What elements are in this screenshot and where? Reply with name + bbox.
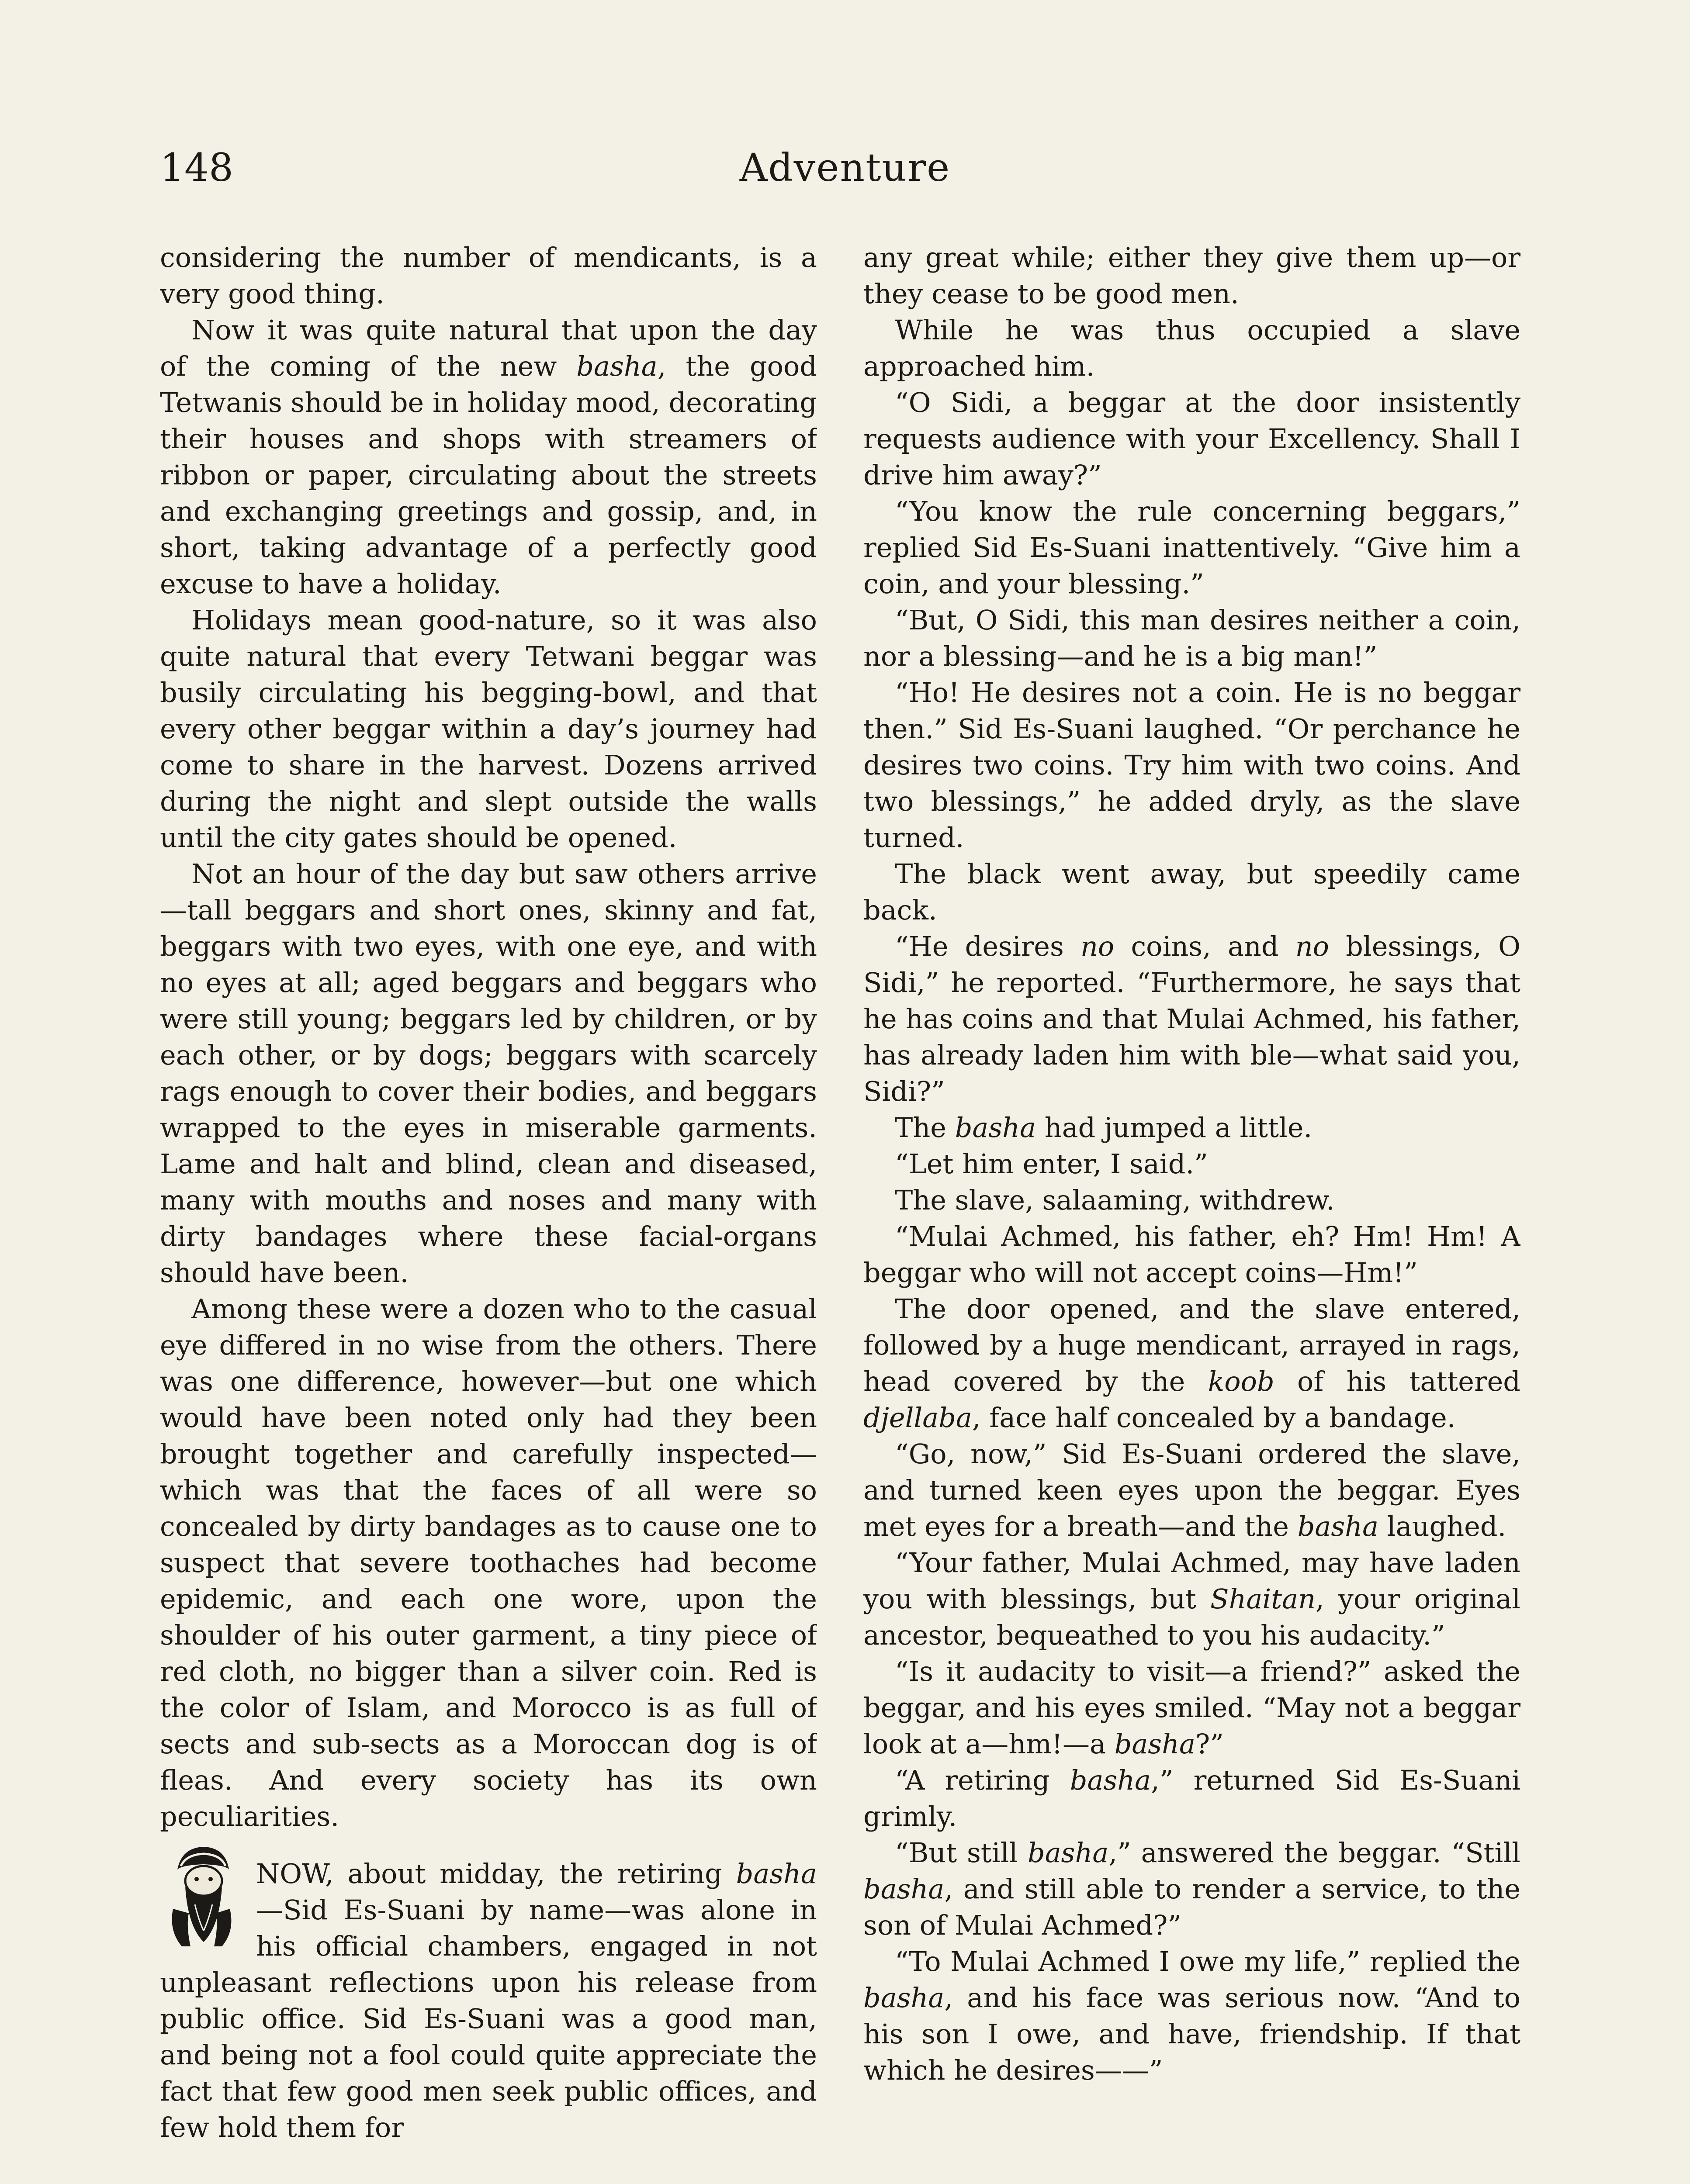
- paragraph: “Your father, Mulai Achmed, may have laden you with blessings, but Shaitan, your original ancestor, bequeathed to you his audacity.”: [863, 1547, 1520, 1651]
- paragraph: The basha had jumped a little.: [895, 1112, 1313, 1144]
- paragraph: “But, O Sidi, this man desires neither a coin, nor a blessing—and he is a big man!”: [863, 604, 1520, 672]
- left-column: [160, 239, 817, 2184]
- paragraph: Now it was quite natural that upon the day of the coming of the new basha, the good Tetwanis should be in holiday mood, decorating their houses and shops with streamers of ribbon or paper, circulating about the streets and exchanging greetings and gossip, and, in short, taking advantage of a perfectly good excuse to have a holiday.: [160, 314, 817, 600]
- paragraph: “O Sidi, a beggar at the door insistently requests audience with your Excellency. Shall I drive him away?”: [863, 387, 1520, 491]
- bearded-man-with-turban-icon: [160, 1839, 243, 1948]
- paragraph: “But still basha,” answered the beggar. “Still basha, and still able to render a service, to the son of Mulai Achmed?”: [863, 1837, 1520, 1941]
- page-number: 148: [160, 145, 233, 190]
- paragraph: “You know the rule concerning beggars,” replied Sid Es-Suani inattentively. “Give him a coin, and your blessing.”: [863, 495, 1520, 600]
- paragraph: “He desires no coins, and no blessings, O Sidi,” he reported. “Furthermore, he says that he has coins and that Mulai Achmed, his father, has already laden him with ble—what said you, Sidi?”: [863, 930, 1520, 1107]
- paragraph: The door opened, and the slave entered, followed by a huge mendicant, arrayed in rags, head covered by the koob of his tattered djellaba, face half concealed by a bandage.: [863, 1293, 1520, 1434]
- paragraph: “Mulai Achmed, his father, eh? Hm! Hm! A beggar who will not accept coins—Hm!”: [863, 1220, 1520, 1289]
- section-break: [160, 1835, 817, 2146]
- paragraph: “To Mulai Achmed I owe my life,” replied the basha, and his face was serious now. “And to his son I owe, and have, friendship. If that which he desires——”: [863, 1946, 1520, 2086]
- paragraph: While he was thus occupied a slave approached him.: [863, 314, 1520, 382]
- paragraph: Not an hour of the day but saw others arrive—tall beggars and short ones, skinny and fat, beggars with two eyes, with one eye, and with no eyes at all; aged beggars and beggars who were still young; beggars led by children, or by each other, or by dogs; beggars with scarcely rags enough to cover their bodies, and beggars wrapped to the eyes in miserable garments. Lame and halt and blind, clean and diseased, many with mouths and noses and many with dirty bandages where these facial-organs should have been.: [160, 858, 817, 1289]
- paragraph: any great while; either they give them up—or they cease to be good men.: [863, 242, 1520, 310]
- running-title: Adventure: [739, 145, 951, 190]
- right-column: [863, 239, 1520, 2184]
- paragraph: “Go, now,” Sid Es-Suani ordered the slave, and turned keen eyes upon the beggar. Eyes met eyes for a breath—and the basha laughed.: [863, 1438, 1520, 1542]
- paragraph: “Ho! He desires not a coin. He is no beggar then.” Sid Es-Suani laughed. “Or perchance he desires two coins. Try him with two coins. And two blessings,” he added dryly, as the slave turned.: [863, 677, 1520, 854]
- paragraph: “Let him enter, I said.”: [895, 1148, 1208, 1180]
- paragraph: The slave, salaaming, withdrew.: [895, 1184, 1335, 1216]
- paragraph: considering the number of mendicants, is a very good thing.: [160, 242, 817, 310]
- paragraph: Holidays mean good-nature, so it was also quite natural that every Tetwani beggar was busily circulating his begging-bowl, and that every other beggar within a day’s journey had come to share in the harvest. Dozens arrived during the night and slept outside the walls until the city gates should be opened.: [160, 604, 817, 854]
- paragraph: “Is it audacity to visit—a friend?” asked the beggar, and his eyes smiled. “May not a beggar look at a—hm!—a basha?”: [863, 1655, 1520, 1760]
- paragraph: “A retiring basha,” returned Sid Es-Suani grimly.: [863, 1764, 1520, 1832]
- paragraph: The black went away, but speedily came back.: [863, 858, 1520, 926]
- paragraph: Among these were a dozen who to the casual eye differed in no wise from the others. There was one difference, however—but one which would have been noted only had they been brought together and carefully inspected—which was that the faces of all were so concealed by dirty bandages as to cause one to suspect that severe toothaches had become epidemic, and each one wore, upon the shoulder of his outer garment, a tiny piece of red cloth, no bigger than a silver coin. Red is the color of Islam, and Morocco is as full of sects and sub-sects as a Moroccan dog is of fleas. And every society has its own peculiarities.: [160, 1293, 817, 1832]
- section-paragraph: NOW, about midday, the retiring basha—Sid Es-Suani by name—was alone in his official chambers, engaged in not unpleasant reflections upon his release from public office. Sid Es-Suani was a good man, and being not a fool could quite appreciate the fact that few good men seek public offices, and few hold them for: [160, 1858, 817, 2143]
